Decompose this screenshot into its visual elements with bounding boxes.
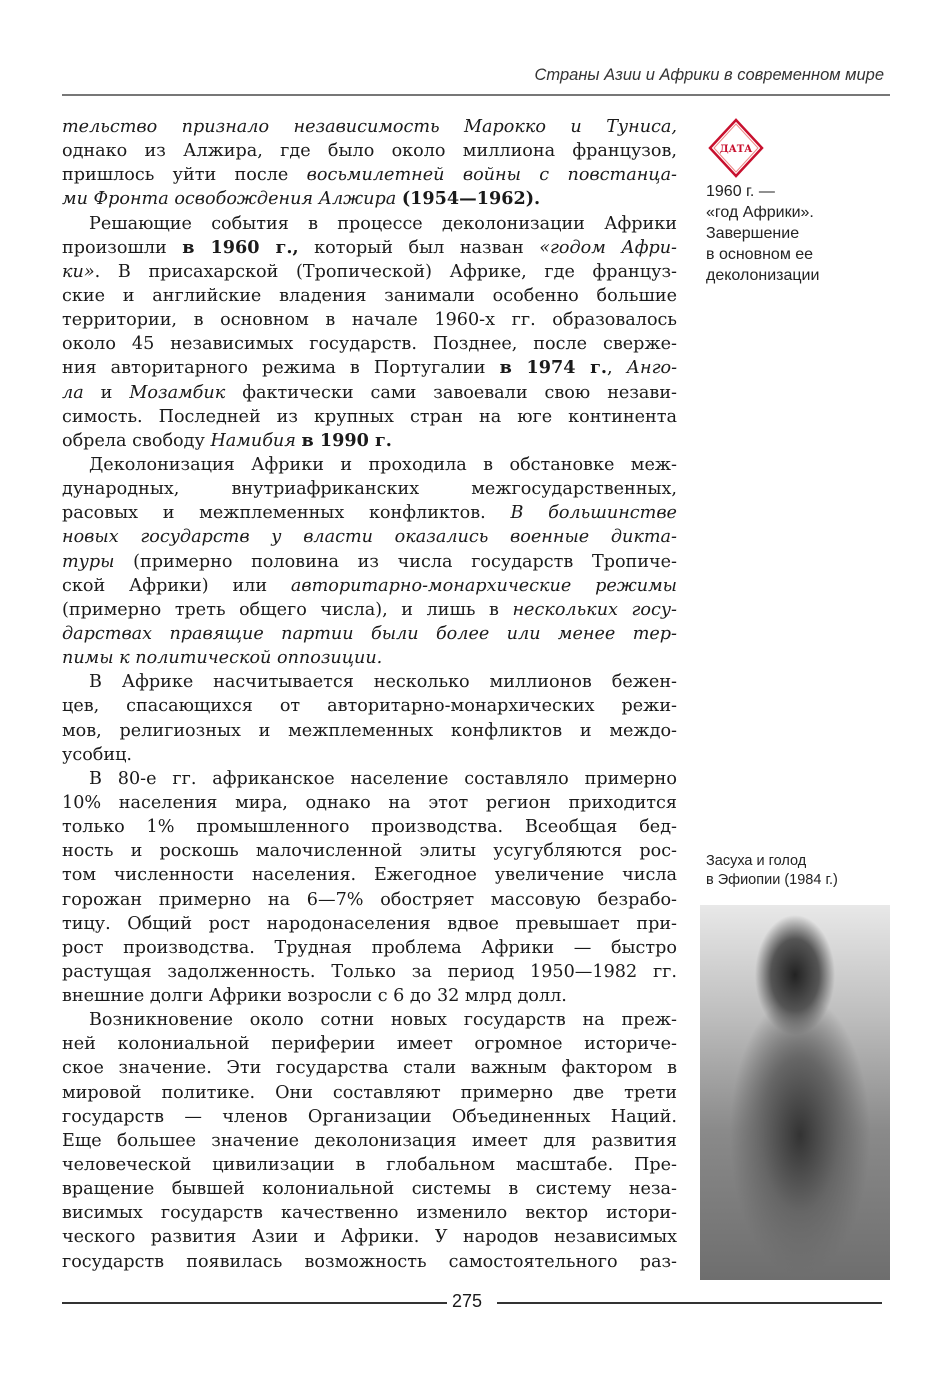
date-note <box>706 181 819 286</box>
bold-text: в 1960 г., <box>182 236 299 258</box>
text-line <box>62 646 677 670</box>
text-segment: тицу. Общий рост народонаселения вдвое превышает при- <box>62 913 677 934</box>
italic-text: дарствах правящие партии были более или менее тер- <box>62 623 677 644</box>
text-line <box>62 719 677 743</box>
date-note-line: Завершение <box>706 225 800 242</box>
text-segment: государств появилась возможность самостоятельного раз- <box>62 1251 677 1272</box>
italic-text: новых государств у власти оказались военные дикта- <box>62 527 677 548</box>
text-segment: В Африке насчитывается несколько миллионов бежен- <box>89 672 677 693</box>
text-segment: обрела свободу <box>62 430 211 451</box>
text-line <box>62 622 677 646</box>
text-line <box>62 1056 677 1080</box>
text-line <box>62 984 677 1008</box>
text-line <box>62 670 677 694</box>
text-line <box>62 912 677 936</box>
text-line <box>62 1201 677 1225</box>
text-segment: усобиц. <box>62 744 133 765</box>
text-segment: В 80-е гг. африканское население составляло примерно <box>89 768 677 789</box>
text-segment: , <box>606 358 627 379</box>
bold-text: в 1990 г. <box>301 429 392 451</box>
text-segment: только 1% промышленного производства. Всеобщая бед- <box>62 817 677 838</box>
text-line <box>62 1032 677 1056</box>
italic-text: пимы к политической оппозиции. <box>62 648 383 669</box>
date-note-line: в основном ее <box>706 246 814 263</box>
italic-text: Анго- <box>626 358 678 379</box>
text-segment: фактически сами завоевали свою незави- <box>225 382 677 403</box>
text-segment: ческого развития Азии и Африки. У народов независимых <box>62 1227 677 1248</box>
text-line <box>62 163 677 187</box>
text-line <box>62 1081 677 1105</box>
svg-text:ДАТА: ДАТА <box>719 144 753 155</box>
text-line <box>62 453 677 477</box>
running-head: Страны Азии и Африки в современном мире <box>534 66 884 84</box>
text-line <box>62 405 677 429</box>
text-line <box>62 960 677 984</box>
text-line <box>62 212 677 236</box>
italic-text: туры <box>62 551 115 572</box>
text-line <box>62 1225 677 1249</box>
text-segment: государств — членов Организации Объединенных Наций. <box>62 1106 677 1127</box>
text-segment: внешние долги Африки возросли с 6 до 32 млрд долл. <box>62 986 567 1007</box>
date-note-line: «год Африки». <box>706 204 814 221</box>
text-segment: цев, спасающихся от авторитарно-монархических режи- <box>62 696 677 717</box>
text-line <box>62 115 677 139</box>
text-line <box>62 477 677 501</box>
text-segment: территории, в основном в начале 1960-х гг. образовалось <box>62 310 677 331</box>
text-line <box>62 1008 677 1032</box>
italic-text: ки» <box>62 261 95 282</box>
text-segment: произошли <box>62 237 183 258</box>
text-segment: вращение бывшей колониальной системы в систему неза- <box>62 1179 677 1200</box>
text-segment: том численности населения. Ежегодное увеличение числа <box>62 865 677 886</box>
italic-text: авторитарно-монархические режимы <box>290 575 678 596</box>
text-segment: ское значение. Эти государства стали важным фактором в <box>62 1058 677 1079</box>
italic-text: «годом Афри- <box>539 237 678 258</box>
text-segment: висимых государств качественно изменило вектор истори- <box>62 1203 677 1224</box>
bold-text: (1954—1962). <box>401 188 541 210</box>
text-line <box>62 1105 677 1129</box>
italic-text: ми Фронта освобождения Алжира <box>62 189 397 210</box>
text-segment: (примерно треть общего числа), и лишь в <box>62 599 513 620</box>
page-number: 275 <box>452 1291 483 1311</box>
text-line <box>62 743 677 767</box>
text-line <box>62 187 677 211</box>
bold-text: в 1974 г. <box>499 357 607 379</box>
text-segment: Решающие события в процессе деколонизации Африки <box>89 213 677 234</box>
text-segment: симость. Последней из крупных стран на юге континента <box>62 406 677 427</box>
italic-text: Намибия <box>210 430 296 451</box>
text-segment: мировой политике. Они составляют примерно две трети <box>62 1082 677 1103</box>
text-segment: ской Африки) или <box>62 575 291 596</box>
text-line <box>62 767 677 791</box>
text-line <box>62 1153 677 1177</box>
text-line <box>62 936 677 960</box>
text-line <box>62 694 677 718</box>
text-line <box>62 139 677 163</box>
text-segment: Деколонизация Африки и проходила в обстановке меж- <box>89 454 677 475</box>
text-line <box>62 429 677 453</box>
text-segment: . В присахарской (Тропической) Африке, где француз- <box>94 261 677 282</box>
text-segment: рост производства. Трудная проблема Африки — быстро <box>62 937 677 958</box>
text-line <box>62 356 677 380</box>
date-note-line: 1960 г. — <box>706 183 775 200</box>
text-line <box>62 284 677 308</box>
text-segment: Еще большее значение деколонизация имеет для развития <box>62 1130 677 1151</box>
text-line <box>62 236 677 260</box>
photo-caption <box>706 852 838 890</box>
text-segment: ния авторитарного режима в Португалии <box>62 358 500 379</box>
text-segment: человеческой цивилизации в глобальном масштабе. Пре- <box>62 1155 677 1176</box>
text-segment: однако из Алжира, где было около миллиона французов, <box>62 141 677 162</box>
body-text <box>62 115 677 1274</box>
text-line <box>62 839 677 863</box>
date-note-line: деколонизации <box>706 267 820 284</box>
date-icon <box>708 118 764 178</box>
text-segment: пришлось уйти после <box>62 165 307 186</box>
text-line <box>62 501 677 525</box>
text-line <box>62 332 677 356</box>
text-segment: расовых и межплеменных конфликтов. <box>62 503 511 524</box>
text-line <box>62 550 677 574</box>
text-line <box>62 574 677 598</box>
ethiopia-drought-photo <box>700 905 890 1280</box>
text-line <box>62 863 677 887</box>
text-line <box>62 525 677 549</box>
footer-rule-right <box>497 1302 882 1304</box>
italic-text: тельство признало независимость Марокко и Туниса, <box>62 117 677 137</box>
text-segment: 10% населения мира, однако на этот регион приходится <box>62 792 677 813</box>
text-segment: около 45 независимых государств. Позднее, после сверже- <box>62 334 677 355</box>
italic-text: В большинстве <box>510 503 677 524</box>
text-line <box>62 791 677 815</box>
text-segment: ней колониальной периферии имеет огромное историче- <box>62 1034 677 1055</box>
italic-text: нескольких госу- <box>512 599 677 620</box>
text-line <box>62 308 677 332</box>
caption-line: Засуха и голод <box>706 853 807 869</box>
italic-text: Мозамбик <box>129 382 226 403</box>
text-line <box>62 1129 677 1153</box>
text-segment: растущая задолженность. Только за период 1950—1982 гг. <box>62 961 677 982</box>
text-segment: (примерно половина из числа государств Тропиче- <box>114 551 677 572</box>
text-segment: ские и английские владения занимали особенно большие <box>62 285 677 306</box>
text-segment: Возникновение около сотни новых государств на преж- <box>89 1010 677 1031</box>
text-line <box>62 888 677 912</box>
italic-text: ла <box>62 382 84 403</box>
text-line <box>62 1177 677 1201</box>
header-rule <box>62 94 890 96</box>
italic-text: восьмилетней войны с повстанца- <box>306 165 677 186</box>
text-line <box>62 260 677 284</box>
text-segment: мов, религиозных и межплеменных конфликтов и междо- <box>62 720 677 741</box>
text-segment: дународных, внутриафриканских межгосударственных, <box>62 479 677 500</box>
text-line <box>62 381 677 405</box>
text-line <box>62 598 677 622</box>
text-line <box>62 1250 677 1274</box>
text-segment: и <box>83 382 130 403</box>
footer-rule-left <box>62 1302 447 1304</box>
text-line <box>62 815 677 839</box>
caption-line: в Эфиопии (1984 г.) <box>706 872 838 888</box>
text-segment: который был назван <box>298 237 540 258</box>
text-segment: горожан примерно на 6—7% обостряет массовую безрабо- <box>62 889 677 910</box>
text-segment: ность и роскошь малочисленной элиты усугубляются рос- <box>62 841 677 862</box>
